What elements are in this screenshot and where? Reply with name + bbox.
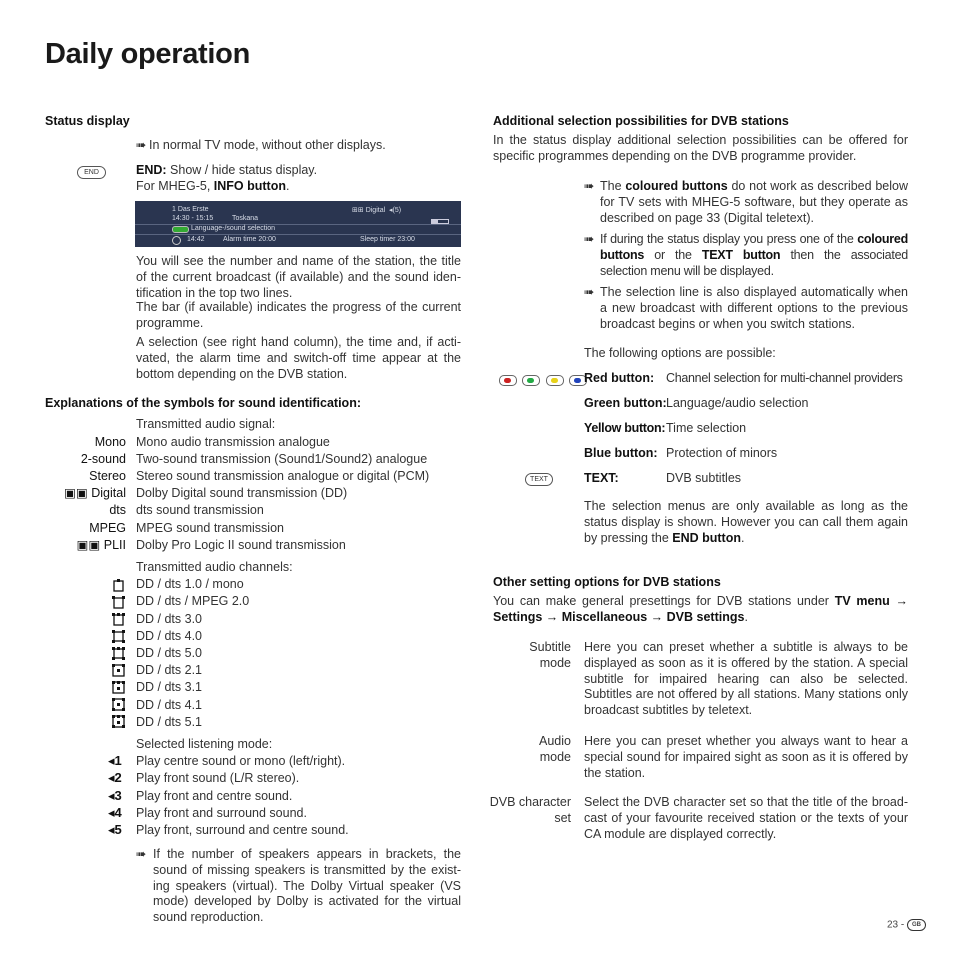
period: . <box>286 178 290 193</box>
symbol-plii-text: PLII <box>103 538 126 552</box>
speaker-mode-num: 5 <box>114 822 122 837</box>
status-paragraph-3: A selection (see right hand column), the time and, if acti-vated, the alarm time and switch-off time appear at the bottom depending on the DVB station. <box>136 335 461 381</box>
dvb-heading: Additional selection possibilities for DVB stations <box>493 114 789 128</box>
other-options-intro <box>493 594 908 626</box>
b2-mid: or the <box>644 247 702 262</box>
speaker-mode-num: 1 <box>114 753 122 768</box>
mheg-text: For MHEG-5, <box>136 178 214 193</box>
listening-text: Play front and centre sound. <box>136 789 293 803</box>
b2-bold2: TEXT button <box>701 247 781 262</box>
red-dot <box>504 378 511 383</box>
option-label: Yellow button: <box>584 421 666 435</box>
setting-audio-label <box>539 734 571 766</box>
info-button-label: INFO button <box>213 178 286 193</box>
status-programme: Toskana <box>232 215 259 222</box>
yellow-dot <box>551 378 558 383</box>
arrow-icon: ➠ <box>136 138 147 152</box>
b2-post: then the associated selection menu will be displayed. <box>600 247 908 278</box>
listening-text: Play centre sound or mono (left/right). <box>136 754 346 768</box>
b1-post: do not work as described below for TV sets with MHEG-5 software, but they operate as described on page 33 (Digital teletext). <box>600 179 909 225</box>
channel-5-0-icon <box>112 647 125 660</box>
speaker-mode-2 <box>108 770 122 785</box>
status-audio <box>352 206 401 214</box>
arrow-icon: ➠ <box>584 285 595 299</box>
clock-icon <box>172 236 181 245</box>
channel-4-0-icon <box>112 630 125 643</box>
audio-signal-label: Transmitted audio signal: <box>136 417 276 431</box>
speaker-icon: ◂ <box>108 805 115 820</box>
symbol-digital-text: Digital <box>91 486 126 500</box>
option-red-label <box>584 371 654 387</box>
symbol-digital <box>64 486 126 502</box>
menus-note <box>584 499 908 546</box>
menus-post: . <box>740 530 745 545</box>
symbol-mono: Mono <box>94 435 126 449</box>
channel-4-1-icon <box>112 698 125 711</box>
dvb-intro: In the status display additional selection possibilities can be offered for specific programmes depending on the DVB programme provider. <box>493 133 908 163</box>
arrow-icon: ➠ <box>136 847 147 861</box>
arrow-icon: ➠ <box>584 232 595 246</box>
status-paragraph-1: You will see the number and name of the station, the title of the current broadcast (if available) and the sound iden-tification in the top two lines. <box>136 254 461 300</box>
listening-text: Play front, surround and centre sound. <box>136 823 349 837</box>
symbol-stereo: Stereo <box>89 469 126 483</box>
setting-charset-label <box>490 795 571 827</box>
status-selection: Language-/sound selection <box>191 225 276 232</box>
status-bar-screenshot <box>135 201 461 247</box>
setting-label-line: mode <box>539 749 571 764</box>
listening-text: Play front sound (L/R stereo). <box>136 771 300 785</box>
speaker-mode-3 <box>108 788 122 803</box>
option-green-label <box>584 396 667 412</box>
signal-text-plii: Dolby Pro Logic II sound transmission <box>136 538 346 552</box>
channel-text: DD / dts 4.1 <box>136 698 202 712</box>
gb-badge-icon: GB <box>907 919 926 931</box>
status-alarm: Alarm time 20:00 <box>223 236 276 243</box>
speaker-icon: ◂ <box>108 770 115 785</box>
signal-text-mono: Mono audio transmission analogue <box>136 435 330 449</box>
options-label: The following options are possible: <box>584 346 776 360</box>
blue-dot <box>574 378 581 383</box>
b2-bold1: coloured buttons <box>600 232 908 262</box>
setting-label-line: set <box>554 810 571 825</box>
channel-1-0-icon <box>112 579 125 592</box>
setting-label-line: DVB character <box>489 795 571 809</box>
symbol-mpeg: MPEG <box>89 521 126 535</box>
page-number-text: 23 - <box>886 919 905 931</box>
listening-label: Selected listening mode: <box>136 737 273 751</box>
symbol-2-sound: 2-sound <box>80 452 126 466</box>
option-green-text: Language/audio selection <box>666 396 809 410</box>
option-blue-label <box>584 446 658 462</box>
channel-3-1-icon <box>112 681 125 694</box>
channel-5-1-icon <box>112 715 125 728</box>
speaker-icon: ◂ <box>108 822 115 837</box>
option-label: Blue button: <box>584 446 658 460</box>
b2-pre: If during the status display you press one of the <box>600 232 858 246</box>
signal-text-digital: Dolby Digital sound transmission (DD) <box>136 486 348 500</box>
green-key-icon <box>172 226 189 233</box>
listening-text: Play front and surround sound. <box>136 806 307 820</box>
signal-text-stereo: Stereo sound transmission analogue or digital (PCM) <box>136 469 430 483</box>
channel-text: DD / dts 3.0 <box>136 612 202 626</box>
page-number <box>887 919 926 931</box>
option-blue-text: Protection of minors <box>666 446 778 460</box>
intro-bullet-text: In normal TV mode, without other displays. <box>149 138 386 152</box>
colored-buttons-icons <box>499 373 587 391</box>
status-sleep: Sleep timer 23:00 <box>360 236 415 243</box>
bullet-status-display <box>600 232 908 279</box>
other-options-heading: Other setting options for DVB stations <box>493 575 721 589</box>
end-label: END: <box>136 163 167 177</box>
setting-subtitle-label <box>529 640 571 672</box>
other-post: . <box>744 609 748 624</box>
channel-3-0-icon <box>112 613 125 626</box>
speaker-mode-5 <box>108 822 122 837</box>
channel-text: DD / dts 3.1 <box>136 680 202 694</box>
other-pre: You can make general presettings for DVB stations under <box>493 594 835 608</box>
status-time: 14:30 - 15:15 <box>172 215 214 222</box>
status-audio-text: Digital <box>365 207 386 214</box>
bullet-coloured-buttons <box>600 179 908 226</box>
dolby-icon: ▣▣ <box>64 486 88 500</box>
speaker-mode-4 <box>108 805 122 820</box>
status-clock: 14:42 <box>187 236 205 243</box>
red-button-icon <box>499 375 517 386</box>
speakers-note: If the number of speakers appears in brackets, the sound of missing speakers is transmitted by the exist-ing speakers (virtual). The Dolby Virtual speaker (VS mode) developed by Dolby is activated for the virtual sound reproduction. <box>153 847 461 925</box>
status-paragraph-2: The bar (if available) indicates the progress of the current programme. <box>136 300 461 330</box>
menus-bold: END button <box>672 530 741 545</box>
setting-audio-text: Here you can preset whether you always want to hear a special sound for impaired sight as soon as it is offered by the station. <box>584 734 908 780</box>
setting-subtitle-text: Here you can preset whether a subtitle is always to be displayed as soon as it is offered by the station. A special subtitle for impaired hearing can also be selected. Subtitles are not offered by all stations. Many stations only broadcast subtitles by teletext. <box>584 640 908 718</box>
green-button-icon <box>522 375 540 386</box>
b1-pre: The <box>600 179 626 193</box>
speaker-icon: ◂ <box>108 788 115 803</box>
status-display-heading: Status display <box>45 114 130 128</box>
option-text-text: DVB subtitles <box>666 471 742 485</box>
status-channel: 1 Das Erste <box>172 206 209 213</box>
symbol-dts: dts <box>109 503 126 517</box>
end-description <box>136 163 317 195</box>
end-text: Show / hide status display. <box>166 163 318 177</box>
channel-text: DD / dts 4.0 <box>136 629 202 643</box>
menu-path: TV menu → Settings → Miscellaneous → DVB settings <box>493 594 908 624</box>
speaker-mode-num: 2 <box>114 770 122 785</box>
option-yellow-label <box>584 421 665 437</box>
speaker-mode-1 <box>108 753 122 768</box>
channel-text: DD / dts / MPEG 2.0 <box>136 594 250 608</box>
option-label: TEXT: <box>584 471 619 485</box>
text-key-icon: TEXT <box>525 473 553 486</box>
setting-label-line: mode <box>539 655 571 670</box>
symbol-plii <box>77 538 126 554</box>
channel-text: DD / dts 2.1 <box>136 663 202 677</box>
setting-charset-text: Select the DVB character set so that the title of the broad-cast of your favourite received station or the texts of your CA module are displayed correctly. <box>584 795 908 841</box>
option-label: Red button: <box>584 371 655 385</box>
arrow-icon: ➠ <box>584 179 595 193</box>
option-red-text: Channel selection for multi-channel providers <box>666 371 903 385</box>
channel-text: DD / dts 5.1 <box>136 715 202 729</box>
yellow-button-icon <box>546 375 564 386</box>
channel-text: DD / dts 1.0 / mono <box>136 577 244 591</box>
speaker-mode-num: 3 <box>114 788 122 803</box>
bullet-selection-line: The selection line is also displayed automatically when a new broadcast with different options to the previous broadcast begins or when you switch stations. <box>600 285 908 331</box>
dolby-icon: ▣▣ <box>76 538 101 552</box>
option-text-label <box>584 471 619 487</box>
speaker-icon: ◂ <box>108 753 115 768</box>
signal-text-2-sound: Two-sound transmission (Sound1/Sound2) analogue <box>136 452 428 466</box>
intro-bullet <box>136 138 386 154</box>
channel-2-0-icon <box>112 596 125 609</box>
channel-text: DD / dts 5.0 <box>136 646 202 660</box>
b1-bold: coloured buttons <box>625 179 728 193</box>
page-title: Daily operation <box>45 38 250 70</box>
speaker-icon: ◂ <box>389 207 393 214</box>
status-divider <box>135 224 461 225</box>
end-key-icon: END <box>77 166 106 179</box>
menus-pre: The selection menus are only available as long as the status display is shown. However you can call them again by pressing the <box>584 499 908 545</box>
option-yellow-text: Time selection <box>666 421 747 435</box>
channel-2-1-icon <box>112 664 125 677</box>
signal-text-dts: dts sound transmission <box>136 503 264 517</box>
signal-text-mpeg: MPEG sound transmission <box>136 521 284 535</box>
status-divider-2 <box>135 234 461 235</box>
speaker-mode-num: 4 <box>114 805 122 820</box>
symbols-heading: Explanations of the symbols for sound identification: <box>45 396 361 410</box>
setting-label-line: Audio <box>539 734 571 748</box>
channels-label: Transmitted audio channels: <box>136 560 293 574</box>
option-label: Green button: <box>584 396 667 410</box>
dolby-icon: ⊞⊞ <box>352 207 364 214</box>
status-speaker: (5) <box>392 207 402 214</box>
green-dot <box>527 378 534 383</box>
setting-label-line: Subtitle <box>529 640 571 654</box>
